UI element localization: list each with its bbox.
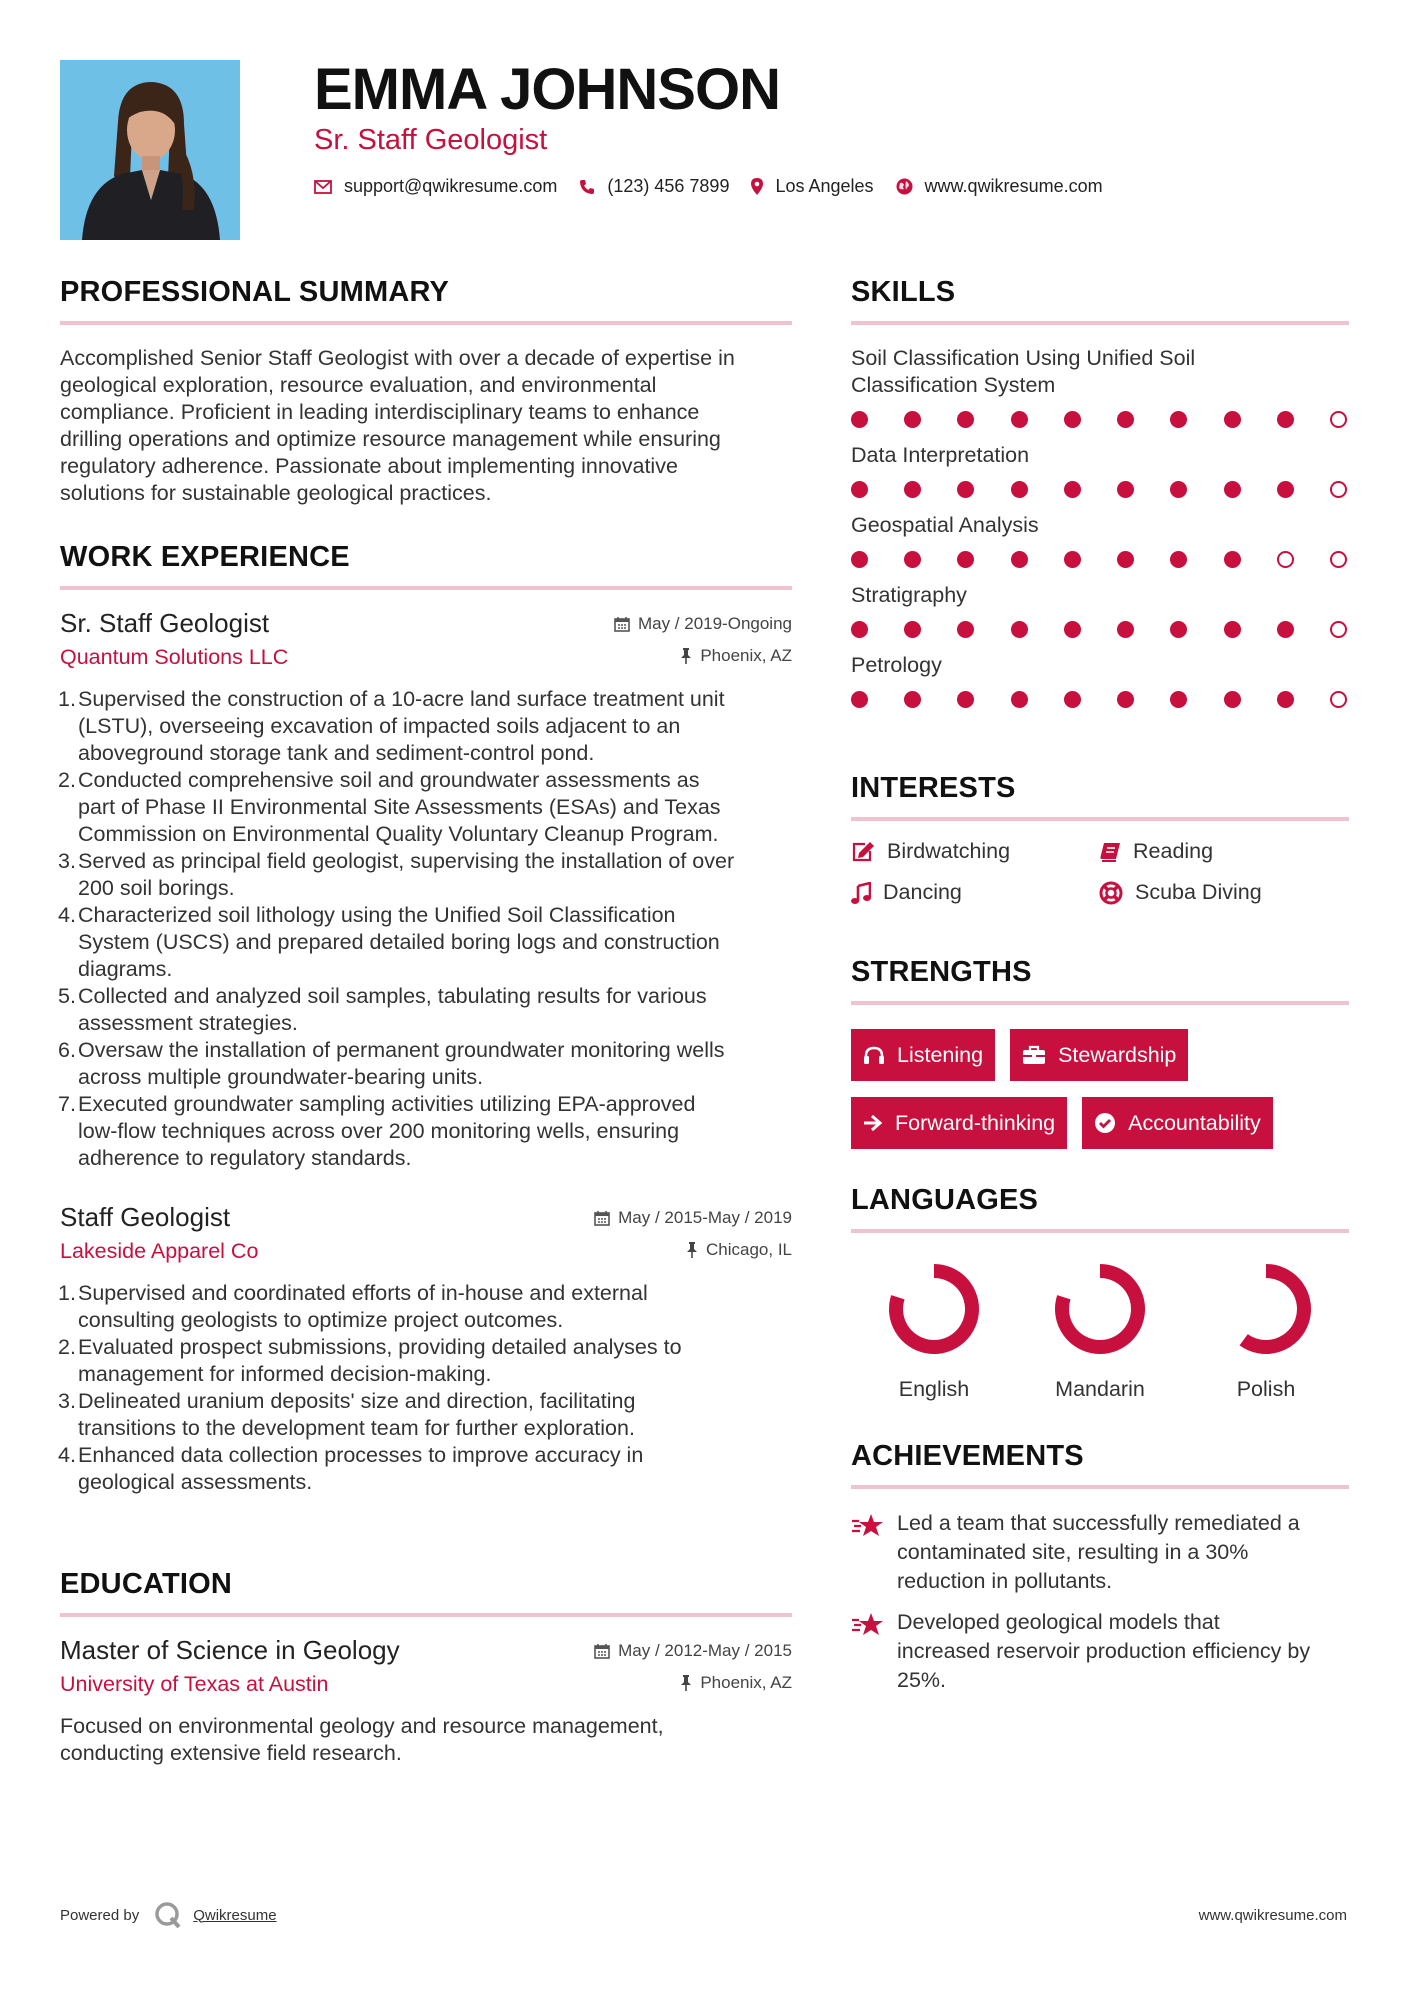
- skill-name: Geospatial Analysis: [851, 513, 1039, 537]
- interest-item: [1099, 839, 1347, 864]
- strength-label: Stewardship: [1058, 1042, 1177, 1067]
- rating-dot-filled: [1277, 481, 1294, 498]
- interest-label: Dancing: [883, 880, 962, 904]
- achievements-section: [851, 1440, 1349, 1695]
- duty-line: Commission on Environmental Quality Voluntary Cleanup Program.: [78, 822, 719, 846]
- job-dates-text: May / 2019-Ongoing: [637, 614, 792, 633]
- section-heading-strengths: STRENGTHS: [851, 956, 1032, 988]
- rating-dot-filled: [851, 621, 868, 638]
- achievement-item: [851, 1509, 1349, 1596]
- list-number: 6.: [58, 1038, 76, 1062]
- section-divider: [851, 321, 1349, 325]
- rating-dot-empty: [1330, 411, 1347, 428]
- duty-line: Served as principal field geologist, supervising the installation of over: [78, 849, 735, 873]
- job-location: [680, 646, 792, 666]
- achievement-line: reduction in pollutants.: [897, 1569, 1113, 1593]
- section-divider: [60, 1613, 792, 1617]
- rating-dot-filled: [1170, 551, 1187, 568]
- work-experience-section: [60, 541, 792, 1496]
- footer-website[interactable]: www.qwikresume.com: [1198, 1907, 1347, 1924]
- duty-line: geological assessments.: [78, 1470, 313, 1494]
- duty-line: transitions to the development team for further exploration.: [78, 1416, 635, 1440]
- rating-dot-empty: [1330, 551, 1347, 568]
- email-text: support@qwikresume.com: [344, 176, 558, 196]
- duty-line: aboveground storage tank and sediment-control pond.: [78, 741, 595, 765]
- rating-dot-filled: [1064, 551, 1081, 568]
- job-entry: [60, 608, 792, 1172]
- duty-line: low-flow techniques across over 200 monitoring wells, ensuring: [78, 1119, 680, 1143]
- section-divider: [60, 586, 792, 590]
- duty-line: (LSTU), overseeing excavation of impacted soils adjacent to an: [78, 714, 681, 738]
- person-portrait: [60, 60, 240, 240]
- pushpin-icon: [680, 648, 692, 664]
- school-name: University of Texas at Austin: [60, 1672, 329, 1696]
- map-marker-icon: [751, 178, 763, 195]
- summary-text: [60, 345, 792, 507]
- duties-list: [60, 686, 792, 1172]
- contact-website[interactable]: [896, 176, 1103, 197]
- star-award-icon: [851, 1608, 897, 1695]
- languages-section: [851, 1184, 1349, 1402]
- list-item: [60, 767, 792, 848]
- powered-by-text: Powered by: [60, 1906, 140, 1924]
- envelope-icon: [314, 180, 332, 194]
- star-award-icon: [851, 1509, 897, 1596]
- strength-label: Forward-thinking: [895, 1110, 1056, 1135]
- summary-line: solutions for sustainable geological practices.: [60, 481, 492, 505]
- skills-list: [851, 345, 1349, 708]
- duty-line: System (USCS) and prepared detailed boring logs and construction: [78, 930, 720, 954]
- section-divider: [851, 1229, 1349, 1233]
- list-number: 4.: [58, 1443, 76, 1467]
- achievement-line: contaminated site, resulting in a 30%: [897, 1540, 1249, 1564]
- languages-list: [851, 1259, 1349, 1402]
- education-entry: [60, 1635, 792, 1767]
- rating-dot-filled: [851, 691, 868, 708]
- rating-dot-filled: [1011, 621, 1028, 638]
- list-item: [60, 686, 792, 767]
- section-divider: [851, 1485, 1349, 1489]
- rating-dot-filled: [1117, 481, 1134, 498]
- duty-line: adherence to regulatory standards.: [78, 1146, 412, 1170]
- life-ring-icon: [1099, 881, 1123, 905]
- duty-line: Evaluated prospect submissions, providing detailed analyses to: [78, 1335, 682, 1359]
- skill-rating: [851, 481, 1347, 498]
- strength-tag: [851, 1029, 995, 1081]
- interests-list: [851, 839, 1349, 905]
- achievement-line: Developed geological models that: [897, 1610, 1220, 1634]
- job-location: [686, 1240, 792, 1260]
- skills-section: [851, 276, 1349, 722]
- rating-dot-filled: [1064, 411, 1081, 428]
- summary-line: Accomplished Senior Staff Geologist with over a decade of expertise in: [60, 346, 735, 370]
- briefcase-icon: [1022, 1045, 1046, 1065]
- education-line: Focused on environmental geology and resource management,: [60, 1714, 664, 1738]
- calendar-icon: [614, 616, 630, 632]
- duty-line: Oversaw the installation of permanent groundwater monitoring wells: [78, 1038, 725, 1062]
- rating-dot-filled: [1011, 411, 1028, 428]
- candidate-title: Sr. Staff Geologist: [314, 124, 548, 156]
- duties-list: [60, 1280, 792, 1496]
- list-item: [60, 1091, 792, 1172]
- rating-dot-filled: [1170, 411, 1187, 428]
- language-label: Mandarin: [1055, 1377, 1145, 1401]
- duty-line: diagrams.: [78, 957, 173, 981]
- section-heading-education: EDUCATION: [60, 1568, 233, 1600]
- rating-dot-filled: [904, 481, 921, 498]
- list-item: [60, 1334, 792, 1388]
- list-item: [60, 1442, 792, 1496]
- rating-dot-empty: [1330, 621, 1347, 638]
- website-text: www.qwikresume.com: [924, 176, 1103, 196]
- calendar-icon: [594, 1210, 610, 1226]
- interest-item: [851, 839, 1099, 864]
- calendar-icon: [594, 1643, 610, 1659]
- language-label: English: [898, 1377, 970, 1401]
- summary-line: regulatory adherence. Passionate about implementing innovative: [60, 454, 678, 478]
- strength-tag: [1010, 1029, 1188, 1081]
- rating-dot-empty: [1330, 691, 1347, 708]
- rating-dot-filled: [1117, 551, 1134, 568]
- education-line: conducting extensive field research.: [60, 1741, 402, 1765]
- duty-line: 200 soil borings.: [78, 876, 235, 900]
- rating-dot-empty: [1277, 551, 1294, 568]
- location-text: Los Angeles: [775, 176, 874, 196]
- interest-item: [1099, 880, 1347, 905]
- duty-line: Executed groundwater sampling activities utilizing EPA-approved: [78, 1092, 696, 1116]
- rating-dot-empty: [1330, 481, 1347, 498]
- candidate-name: EMMA JOHNSON: [314, 57, 780, 122]
- list-item: [60, 848, 792, 902]
- rating-dot-filled: [957, 691, 974, 708]
- section-divider: [60, 321, 792, 325]
- qwikresume-logo-icon: [153, 1900, 183, 1930]
- language-item: [1017, 1259, 1183, 1402]
- strength-tag: [851, 1097, 1067, 1149]
- language-item: [851, 1259, 1017, 1402]
- language-gauge: [884, 1259, 984, 1359]
- contact-phone[interactable]: [579, 176, 729, 197]
- list-item: [60, 1280, 792, 1334]
- duty-line: Enhanced data collection processes to improve accuracy in: [78, 1443, 644, 1467]
- achievement-line: 25%.: [897, 1668, 947, 1692]
- strengths-list: [851, 1029, 1349, 1149]
- education-location-text: Phoenix, AZ: [700, 1673, 792, 1692]
- profile-photo: [60, 60, 240, 240]
- rating-dot-filled: [904, 551, 921, 568]
- company-name: Quantum Solutions LLC: [60, 645, 289, 669]
- rating-dot-filled: [851, 551, 868, 568]
- rating-dot-filled: [1277, 621, 1294, 638]
- education-dates: [594, 1641, 792, 1661]
- list-item: [60, 983, 792, 1037]
- rating-dot-filled: [957, 481, 974, 498]
- duty-line: management for informed decision-making.: [78, 1362, 492, 1386]
- section-heading-interests: INTERESTS: [851, 772, 1016, 804]
- qwikresume-link[interactable]: Qwikresume: [193, 1906, 277, 1924]
- duty-line: consulting geologists to optimize project outcomes.: [78, 1308, 564, 1332]
- rating-dot-filled: [1011, 691, 1028, 708]
- rating-dot-filled: [1224, 621, 1241, 638]
- rating-dot-filled: [851, 481, 868, 498]
- section-divider: [851, 817, 1349, 821]
- duty-line: Delineated uranium deposits' size and direction, facilitating: [78, 1389, 636, 1413]
- job-dates-text: May / 2015-May / 2019: [618, 1208, 792, 1227]
- list-number: 1.: [58, 687, 76, 711]
- section-heading-languages: LANGUAGES: [851, 1184, 1039, 1216]
- job-location-text: Phoenix, AZ: [700, 646, 792, 665]
- section-heading-work: WORK EXPERIENCE: [60, 541, 350, 573]
- duty-line: assessment strategies.: [78, 1011, 298, 1035]
- language-label: Polish: [1236, 1377, 1296, 1401]
- professional-summary-section: [60, 276, 792, 507]
- skill-name: Petrology: [851, 653, 942, 677]
- degree-title: Master of Science in Geology: [60, 1635, 400, 1665]
- rating-dot-filled: [1224, 481, 1241, 498]
- interest-label: Birdwatching: [887, 839, 1011, 863]
- music-icon: [851, 882, 871, 904]
- arrow-right-icon: [863, 1114, 883, 1132]
- globe-icon: [896, 178, 913, 195]
- rating-dot-filled: [1064, 481, 1081, 498]
- duty-line: Supervised the construction of a 10-acre land surface treatment unit: [78, 687, 725, 711]
- list-number: 2.: [58, 768, 76, 792]
- section-heading-skills: SKILLS: [851, 276, 956, 308]
- headphones-icon: [863, 1045, 885, 1065]
- job-dates: [594, 1208, 792, 1228]
- skill-item: [851, 442, 1349, 498]
- rating-dot-filled: [1170, 691, 1187, 708]
- list-item: [60, 902, 792, 983]
- pushpin-icon: [686, 1242, 698, 1258]
- list-number: 7.: [58, 1092, 76, 1116]
- skill-rating: [851, 691, 1347, 708]
- contact-location: [751, 176, 873, 197]
- language-gauge: [1050, 1259, 1150, 1359]
- rating-dot-filled: [904, 411, 921, 428]
- skill-name: Stratigraphy: [851, 583, 967, 607]
- duty-line: Characterized soil lithology using the Unified Soil Classification: [78, 903, 676, 927]
- footer-powered-by: [60, 1900, 277, 1930]
- achievement-line: Led a team that successfully remediated a: [897, 1511, 1300, 1535]
- duty-line: Collected and analyzed soil samples, tabulating results for various: [78, 984, 707, 1008]
- rating-dot-filled: [1011, 481, 1028, 498]
- rating-dot-filled: [957, 551, 974, 568]
- interest-item: [851, 880, 1099, 905]
- skill-item: [851, 652, 1349, 708]
- phone-text: (123) 456 7899: [607, 176, 730, 196]
- skill-name: Classification System: [851, 373, 1056, 397]
- language-item: [1183, 1259, 1349, 1402]
- section-divider: [851, 1001, 1349, 1005]
- education-description: [60, 1713, 792, 1767]
- interest-label: Scuba Diving: [1135, 880, 1262, 904]
- job-entry: [60, 1202, 792, 1496]
- interests-section: [851, 772, 1349, 905]
- rating-dot-filled: [1224, 551, 1241, 568]
- summary-line: geological exploration, resource evaluation, and environmental: [60, 373, 657, 397]
- list-number: 2.: [58, 1335, 76, 1359]
- rating-dot-filled: [904, 621, 921, 638]
- duty-line: Conducted comprehensive soil and groundwater assessments as: [78, 768, 700, 792]
- skill-rating: [851, 621, 1347, 638]
- achievement-line: increased reservoir production efficiency by: [897, 1639, 1311, 1663]
- list-item: [60, 1037, 792, 1091]
- rating-dot-filled: [957, 621, 974, 638]
- strength-tag: [1082, 1097, 1273, 1149]
- education-dates-text: May / 2012-May / 2015: [618, 1641, 792, 1660]
- job-title: Sr. Staff Geologist: [60, 608, 270, 638]
- rating-dot-filled: [1117, 691, 1134, 708]
- list-number: 3.: [58, 849, 76, 873]
- job-dates: [614, 614, 792, 634]
- section-heading-summary: PROFESSIONAL SUMMARY: [60, 276, 450, 308]
- achievement-item: [851, 1608, 1349, 1695]
- edit-icon: [851, 841, 875, 863]
- language-gauge: [1216, 1259, 1316, 1359]
- strength-label: Listening: [897, 1042, 984, 1067]
- rating-dot-filled: [1064, 621, 1081, 638]
- summary-line: compliance. Proficient in leading interdisciplinary teams to enhance: [60, 400, 700, 424]
- duty-line: part of Phase II Environmental Site Assessments (ESAs) and Texas: [78, 795, 721, 819]
- rating-dot-filled: [1224, 691, 1241, 708]
- rating-dot-filled: [1011, 551, 1028, 568]
- duty-line: across multiple groundwater-bearing units.: [78, 1065, 484, 1089]
- rating-dot-filled: [1170, 481, 1187, 498]
- rating-dot-filled: [1277, 691, 1294, 708]
- contact-bar: [314, 176, 1125, 197]
- strength-label: Accountability: [1128, 1110, 1261, 1135]
- rating-dot-filled: [904, 691, 921, 708]
- pushpin-icon: [680, 1675, 692, 1691]
- skill-item: [851, 512, 1349, 568]
- skill-rating: [851, 411, 1347, 428]
- rating-dot-filled: [1277, 411, 1294, 428]
- company-name: Lakeside Apparel Co: [60, 1239, 259, 1263]
- list-item: [60, 1388, 792, 1442]
- skill-item: [851, 582, 1349, 638]
- skill-item: [851, 345, 1349, 428]
- interest-label: Reading: [1133, 839, 1214, 863]
- list-number: 1.: [58, 1281, 76, 1305]
- rating-dot-filled: [1117, 621, 1134, 638]
- section-heading-achievements: ACHIEVEMENTS: [851, 1440, 1084, 1472]
- job-title: Staff Geologist: [60, 1202, 231, 1232]
- job-location-text: Chicago, IL: [706, 1240, 792, 1259]
- list-number: 3.: [58, 1389, 76, 1413]
- education-location: [680, 1673, 792, 1693]
- contact-email[interactable]: [314, 176, 557, 197]
- list-number: 5.: [58, 984, 76, 1008]
- skill-rating: [851, 551, 1347, 568]
- rating-dot-filled: [957, 411, 974, 428]
- rating-dot-filled: [1170, 621, 1187, 638]
- strengths-section: [851, 956, 1349, 1149]
- rating-dot-filled: [1064, 691, 1081, 708]
- education-section: [60, 1568, 792, 1767]
- skill-name: Data Interpretation: [851, 443, 1030, 467]
- duty-line: Supervised and coordinated efforts of in-house and external: [78, 1281, 648, 1305]
- skill-name: Soil Classification Using Unified Soil: [851, 346, 1196, 370]
- phone-icon: [579, 179, 595, 195]
- rating-dot-filled: [1224, 411, 1241, 428]
- rating-dot-filled: [1117, 411, 1134, 428]
- list-number: 4.: [58, 903, 76, 927]
- rating-dot-filled: [851, 411, 868, 428]
- summary-line: drilling operations and optimize resource management while ensuring: [60, 427, 721, 451]
- book-icon: [1099, 842, 1121, 862]
- check-circle-icon: [1094, 1112, 1116, 1134]
